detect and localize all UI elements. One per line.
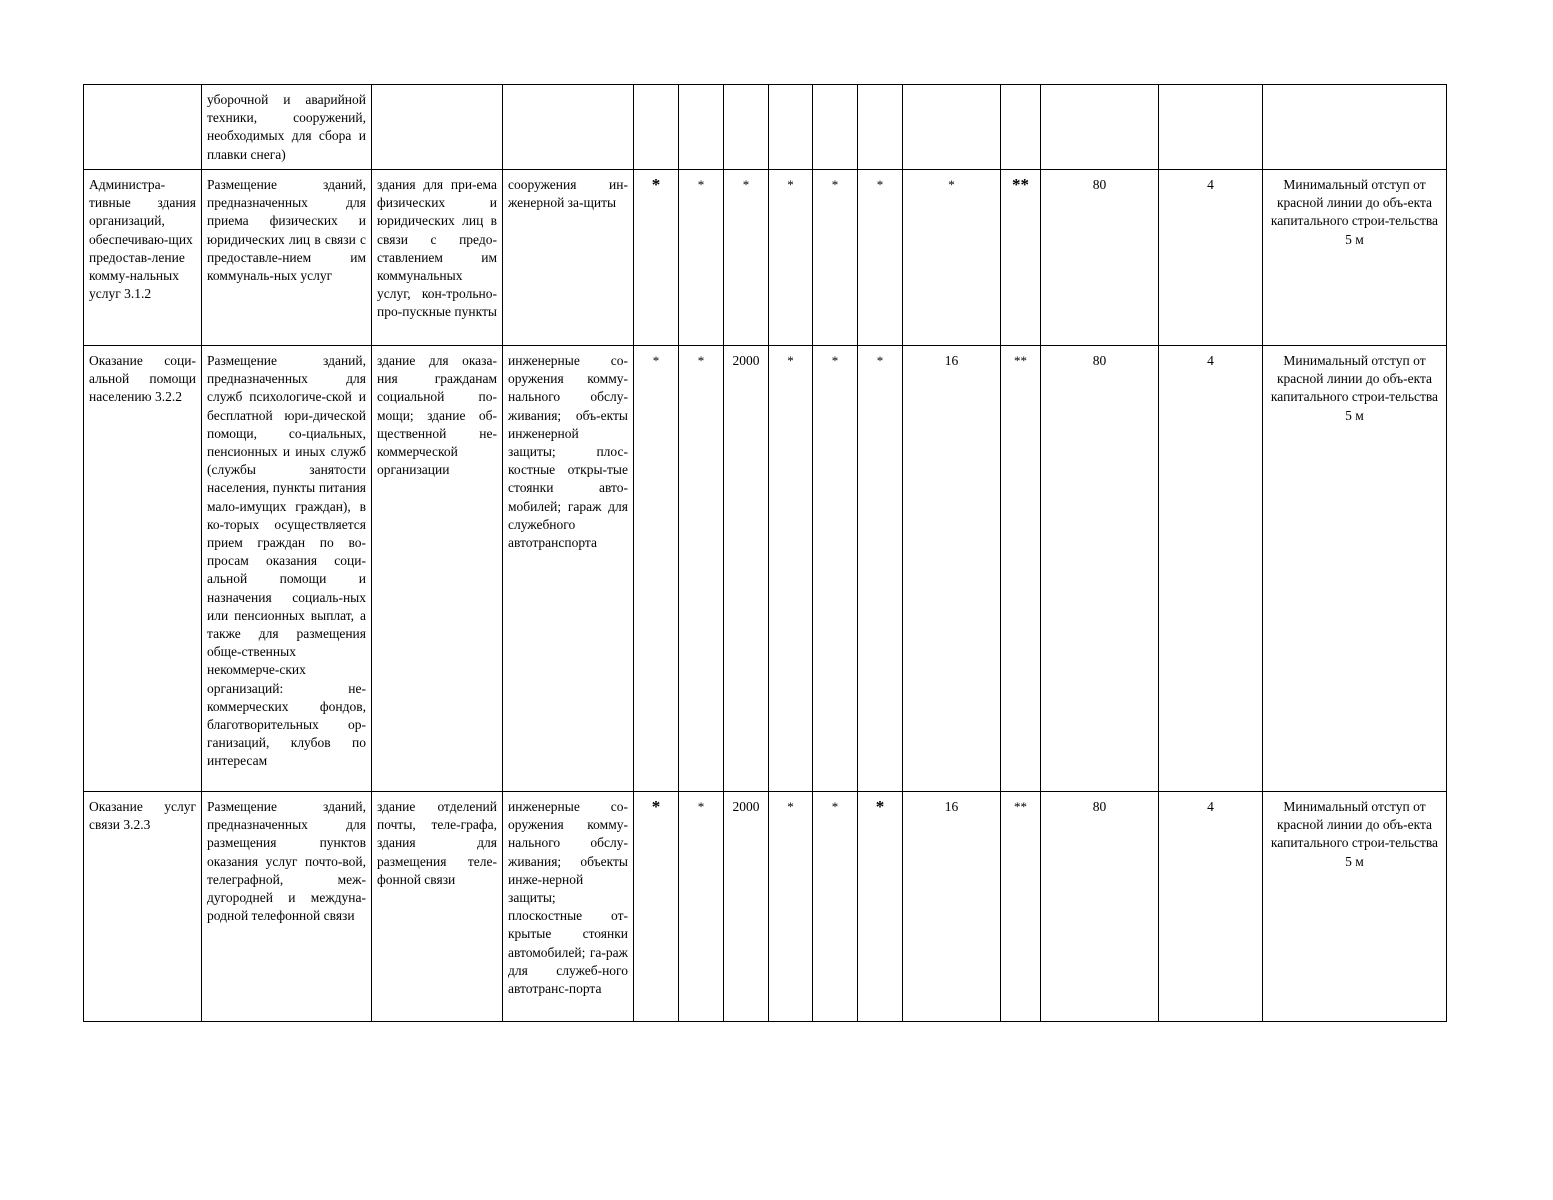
auxiliary-objects: инженерные со-оружения комму-нального обслу-живания; объ-екты инженерной защиты; плос-костные откры-тые стоянки авто-мобилей; гараж для служебного автотранспорта (503, 346, 634, 792)
use-type-description: Размещение зданий, предназначенных для приема физических и юридических лиц в связи с предоставле-нием им коммуналь-ных услуг (202, 170, 372, 346)
param-cell (724, 85, 769, 170)
param-cell: * (769, 346, 813, 792)
param-cell: * (858, 346, 903, 792)
param-cell: 80 (1041, 346, 1159, 792)
param-cell: * (858, 170, 903, 346)
param-cell (634, 85, 679, 170)
param-cell: 16 (903, 346, 1001, 792)
param-cell: * (724, 170, 769, 346)
main-objects (372, 85, 503, 170)
param-cell: * (813, 346, 858, 792)
param-cell: ** (1001, 170, 1041, 346)
table-row (84, 346, 1447, 792)
param-cell: 16 (903, 792, 1001, 1022)
param-cell: * (679, 792, 724, 1022)
param-cell (679, 85, 724, 170)
param-cell: 80 (1041, 170, 1159, 346)
notes-cell: Минимальный отступ от красной линии до объ-екта капитального строи-тельства 5 м (1263, 346, 1447, 792)
param-cell: * (634, 346, 679, 792)
use-type-description: Размещение зданий, предназначенных для размещения пунктов оказания услуг почто-вой, телеграфной, меж-дугородней и междуна-родной телефонной связи (202, 792, 372, 1022)
use-type-name: Оказание соци-альной помощи населению 3.2.2 (84, 346, 202, 792)
param-cell: * (679, 346, 724, 792)
param-cell: * (679, 170, 724, 346)
zoning-regulations-table (83, 84, 1447, 1022)
param-cell: * (634, 792, 679, 1022)
param-cell: * (813, 792, 858, 1022)
use-type-description: Размещение зданий, предназначенных для служб психологиче-ской и бесплатной юри-дической помощи, со-циальных, пенсионных и иных служб (службы занятости населения, пункты питания мало-имущих граждан), в ко-торых осуществляется прием граждан по во-просам оказания соци-альной помощи и назначения социаль-ных или пенсионных выплат, а также для размещения обще-ственных некоммерче-ских организаций: не-коммерческих фондов, благотворительных ор-ганизаций, клубов по интересам (202, 346, 372, 792)
param-cell: ** (1001, 792, 1041, 1022)
notes-cell (1263, 85, 1447, 170)
use-type-name: Администра-тивные здания организаций, обеспечиваю-щих предостав-ление комму-нальных услуг 3.1.2 (84, 170, 202, 346)
param-cell: * (769, 170, 813, 346)
auxiliary-objects: сооружения ин-женерной за-щиты (503, 170, 634, 346)
table-row (84, 85, 1447, 170)
param-cell (769, 85, 813, 170)
param-cell (813, 85, 858, 170)
main-objects: здания для при-ема физических и юридических лиц в связи с предо-ставлением им коммунальных услуг, кон-трольно-про-пускные пункты (372, 170, 503, 346)
notes-cell: Минимальный отступ от красной линии до объ-екта капитального строи-тельства 5 м (1263, 170, 1447, 346)
notes-cell: Минимальный отступ от красной линии до объ-екта капитального строи-тельства 5 м (1263, 792, 1447, 1022)
param-cell: * (813, 170, 858, 346)
param-cell: 2000 (724, 792, 769, 1022)
main-objects: здание отделений почты, теле-графа, здания для размещения теле-фонной связи (372, 792, 503, 1022)
param-cell (1159, 85, 1263, 170)
param-cell (858, 85, 903, 170)
param-cell: * (858, 792, 903, 1022)
use-type-name: Оказание услуг связи 3.2.3 (84, 792, 202, 1022)
param-cell: * (634, 170, 679, 346)
param-cell (1001, 85, 1041, 170)
param-cell: * (769, 792, 813, 1022)
main-objects: здание для оказа-ния гражданам социальной по-мощи; здание об-щественной не-коммерческой организации (372, 346, 503, 792)
param-cell: 80 (1041, 792, 1159, 1022)
param-cell: 2000 (724, 346, 769, 792)
param-cell: * (903, 170, 1001, 346)
auxiliary-objects (503, 85, 634, 170)
param-cell: 4 (1159, 170, 1263, 346)
auxiliary-objects: инженерные со-оружения комму-нального обслу-живания; объекты инже-нерной защиты; плоскостные от-крытые стоянки автомобилей; га-раж для служеб-ного автотранс-порта (503, 792, 634, 1022)
param-cell: 4 (1159, 346, 1263, 792)
param-cell (1041, 85, 1159, 170)
table-row (84, 792, 1447, 1022)
param-cell (903, 85, 1001, 170)
use-type-description: уборочной и аварийной техники, сооружений, необходимых для сбора и плавки снега) (202, 85, 372, 170)
param-cell: ** (1001, 346, 1041, 792)
document-page (83, 84, 1447, 1022)
param-cell: 4 (1159, 792, 1263, 1022)
use-type-name (84, 85, 202, 170)
table-row (84, 170, 1447, 346)
